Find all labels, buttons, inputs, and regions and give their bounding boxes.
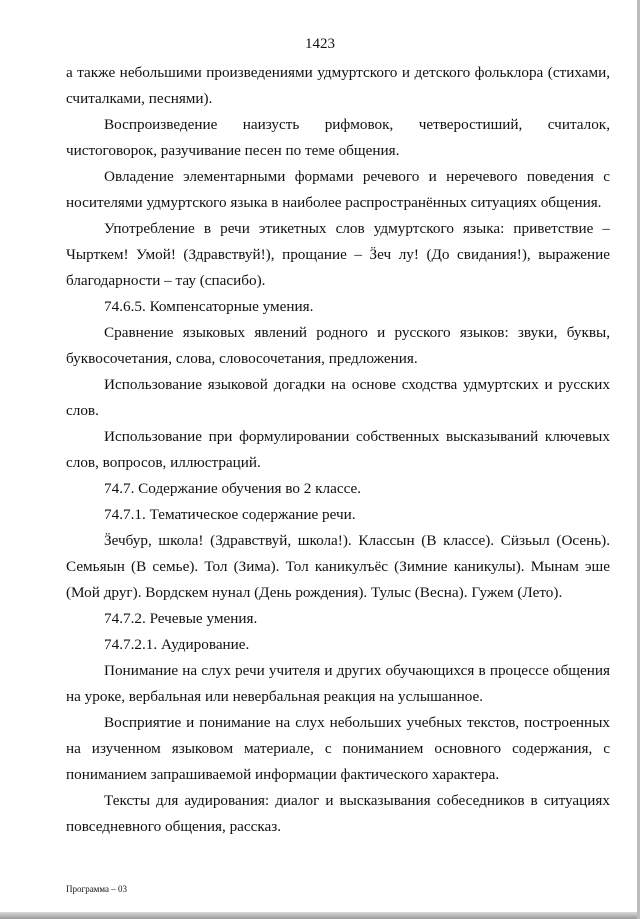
paragraph: 74.7. Содержание обучения во 2 классе.	[104, 480, 362, 497]
paragraph: 74.7.2.1. Аудирование.	[104, 636, 250, 653]
paragraph: а также небольшими произведениями удмуртского и детского фольклора (стихами, считалками, песнями).	[66, 64, 610, 107]
paragraph: Воспроизведение наизусть рифмовок, четверостиший, считалок, чистоговорок, разучивание песен по теме общения.	[66, 116, 610, 159]
paragraph: Овладение элементарными формами речевого и неречевого поведения с носителями удмуртского языка в наиболее распространённых ситуациях общения.	[66, 168, 610, 211]
document-body	[66, 60, 610, 840]
page-footer: Программа – 03	[66, 884, 128, 894]
scan-bottom-edge	[0, 912, 640, 919]
page-number: 1423	[305, 36, 335, 52]
paragraph: Ӟечбур, школа! (Здравствуй, школа!). Классын (В классе). Сӥзьыл (Осень). Семьяын (В семье). Тол (Зима). Тол каникулъёс (Зимние каникулы). Мынам эше (Мой друг). Вордскем нунал (День рождения). Тулыс (Весна). Гужем (Лето).	[66, 532, 610, 601]
paragraph: 74.7.2. Речевые умения.	[104, 610, 258, 627]
paragraph: 74.7.1. Тематическое содержание речи.	[104, 506, 356, 523]
paragraph: Понимание на слух речи учителя и других обучающихся в процессе общения на уроке, вербальная или невербальная реакция на услышанное.	[66, 662, 610, 705]
paragraph: Восприятие и понимание на слух небольших учебных текстов, построенных на изученном языковом материале, с пониманием основного содержания, с пониманием запрашиваемой информации фактического характера.	[66, 714, 610, 783]
paragraph: Использование языковой догадки на основе сходства удмуртских и русских слов.	[66, 376, 610, 419]
paragraph: Сравнение языковых явлений родного и русского языков: звуки, буквы, буквосочетания, слова, словосочетания, предложения.	[66, 324, 610, 367]
paragraph: Использование при формулировании собственных высказываний ключевых слов, вопросов, иллюстраций.	[66, 428, 610, 471]
paragraph: Употребление в речи этикетных слов удмуртского языка: приветствие – Чырткем! Умой! (Здравствуй!), прощание – Ӟеч лу! (До свидания!), выражение благодарности – тау (спасибо).	[66, 220, 610, 289]
paragraph: Тексты для аудирования: диалог и высказывания собеседников в ситуациях повседневного общения, рассказ.	[66, 792, 610, 835]
paragraph: 74.6.5. Компенсаторные умения.	[104, 298, 314, 315]
